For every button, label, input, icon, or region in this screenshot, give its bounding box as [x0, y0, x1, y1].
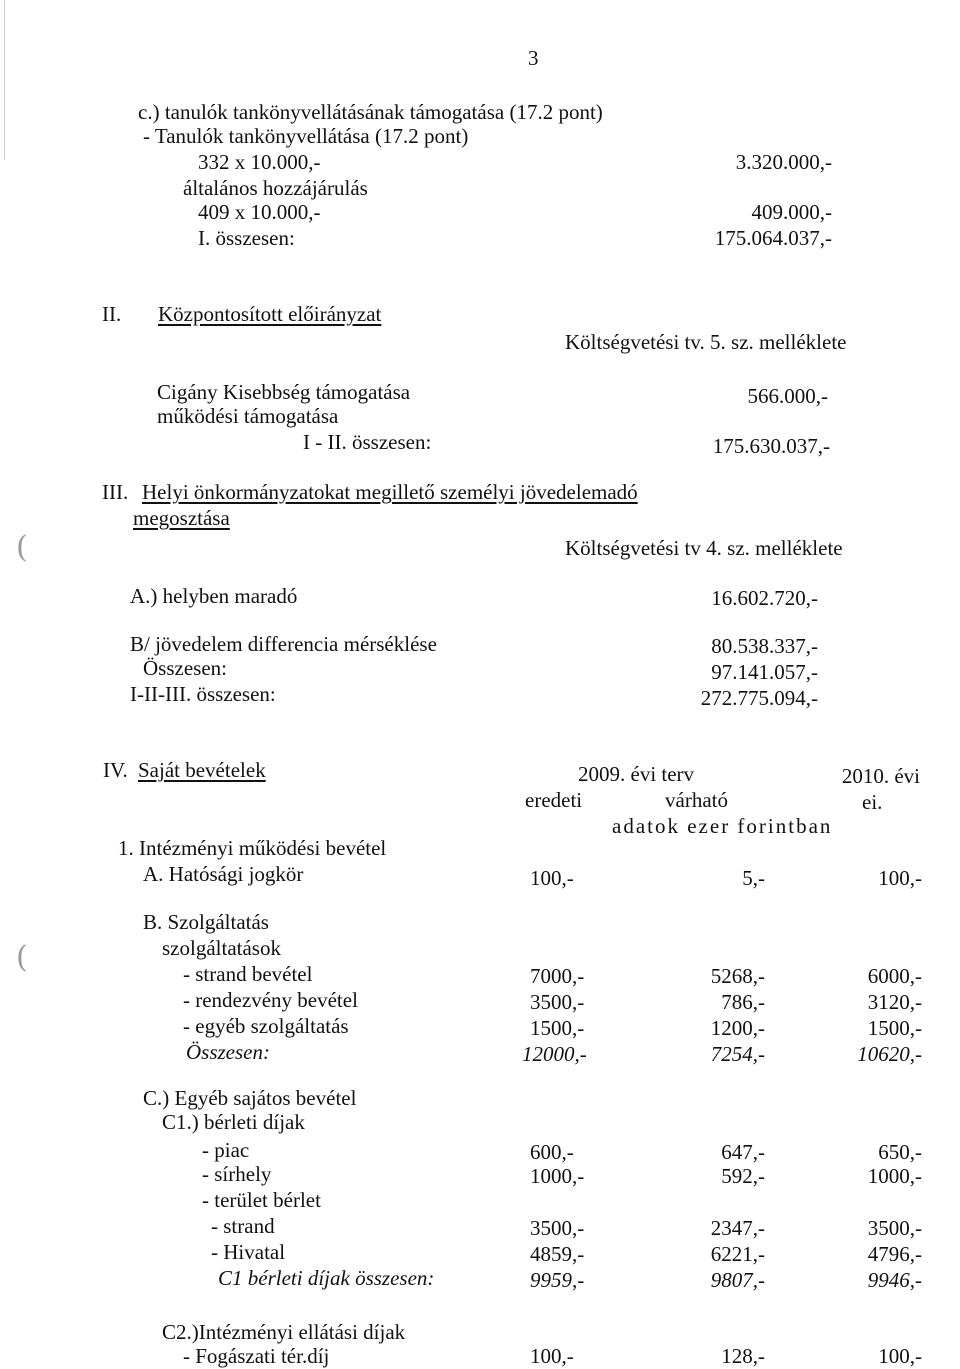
value-2009-varhato: 5,- — [742, 866, 765, 890]
section-3-value: 80.538.337,- — [711, 634, 818, 658]
scan-edge-line — [4, 0, 5, 160]
section-c-value: 409.000,- — [751, 200, 832, 224]
value-2010: 100,- — [878, 1344, 922, 1368]
section-c-total-value: 175.064.037,- — [714, 226, 832, 250]
column-header-2010: 2010. évi — [841, 764, 920, 788]
row-label: - strand — [211, 1214, 275, 1238]
subtotal-2009-eredeti: 9959,- — [530, 1268, 585, 1292]
row-label: - sírhely — [202, 1162, 272, 1186]
subtotal-2009-eredeti: 12000,- — [522, 1042, 587, 1066]
column-header-ei: ei. — [862, 790, 883, 814]
value-2009-eredeti: 3500,- — [530, 1216, 585, 1240]
scan-mark: ( — [16, 940, 28, 975]
row-label: - egyéb szolgáltatás — [183, 1014, 349, 1038]
value-2009-eredeti: 100,- — [530, 1344, 574, 1368]
page-number: 3 — [528, 46, 539, 70]
column-header-eredeti: eredeti — [525, 788, 583, 812]
value-2009-varhato: 786,- — [721, 990, 765, 1014]
section-2-total-value: 175.630.037,- — [712, 434, 830, 458]
section-3-label: B/ jövedelem differencia mérséklése — [130, 632, 437, 656]
section-2-title: Központosított előirányzat — [158, 302, 382, 326]
section-c-sub: - Tanulók tankönyvellátása (17.2 pont) — [143, 124, 469, 148]
value-2009-eredeti: 7000,- — [530, 964, 585, 988]
value-2009-varhato: 592,- — [721, 1164, 765, 1188]
value-2009-varhato: 647,- — [721, 1140, 765, 1164]
value-2009-eredeti: 3500,- — [530, 990, 585, 1014]
section-3-title-cont: megosztása — [133, 506, 230, 530]
group-label: C.) Egyéb sajátos bevétel — [143, 1086, 357, 1110]
row-label: - rendezvény bevétel — [183, 988, 358, 1012]
section-2-label: Cigány Kisebbség támogatása — [157, 380, 411, 404]
value-2010: 100,- — [878, 866, 922, 890]
section-3-value: 16.602.720,- — [711, 586, 818, 610]
scan-mark: ( — [16, 530, 28, 565]
value-2009-eredeti: 1500,- — [530, 1016, 585, 1040]
value-2009-eredeti: 100,- — [530, 866, 574, 890]
value-2010: 650,- — [878, 1140, 922, 1164]
section-c-label: 409 x 10.000,- — [198, 200, 321, 224]
group-sub-label: C2.)Intézményi ellátási díjak — [162, 1320, 406, 1344]
section-3-reference: Költségvetési tv 4. sz. melléklete — [565, 536, 843, 560]
value-2009-varhato: 128,- — [721, 1344, 765, 1368]
value-2010: 6000,- — [867, 964, 922, 988]
subtotal-2009-varhato: 9807,- — [710, 1268, 765, 1292]
section-c-total-label: I. összesen: — [198, 226, 295, 250]
value-2009-varhato: 5268,- — [710, 964, 765, 988]
section-3-label: A.) helyben maradó — [130, 584, 298, 608]
value-2009-varhato: 6221,- — [710, 1242, 765, 1266]
section-2-value: 566.000,- — [747, 384, 828, 408]
revenue-heading: 1. Intézményi működési bevétel — [118, 836, 387, 860]
section-3-sum-value: 97.141.057,- — [711, 660, 818, 684]
unit-note: adatok ezer forintban — [612, 814, 833, 838]
value-2010: 3120,- — [867, 990, 922, 1014]
section-2-number: II. — [102, 302, 122, 326]
section-2-label: működési támogatása — [157, 404, 339, 428]
section-3-total-value: 272.775.094,- — [700, 686, 818, 710]
value-2010: 1000,- — [867, 1164, 922, 1188]
group-sub-label: C1.) bérleti díjak — [162, 1110, 305, 1134]
value-2009-eredeti: 600,- — [530, 1140, 574, 1164]
section-4-title: Saját bevételek — [138, 758, 266, 782]
value-2010: 3500,- — [867, 1216, 922, 1240]
section-3-total-label: I-II-III. összesen: — [130, 682, 276, 706]
subtotal-label: C1 bérleti díjak összesen: — [218, 1266, 435, 1290]
section-c-label: általános hozzájárulás — [183, 176, 368, 200]
value-2009-varhato: 1200,- — [710, 1016, 765, 1040]
section-3-number: III. — [102, 480, 129, 504]
row-label: A. Hatósági jogkör — [143, 862, 304, 886]
row-group-label: - terület bérlet — [202, 1188, 321, 1212]
column-header-varhato: várható — [665, 788, 728, 812]
section-c-value: 3.320.000,- — [735, 150, 832, 174]
subtotal-2010: 9946,- — [867, 1268, 922, 1292]
row-label: - strand bevétel — [183, 962, 313, 986]
section-3-title: Helyi önkormányzatokat megillető személyi jövedelemadó — [142, 480, 638, 504]
section-2-total-label: I - II. összesen: — [303, 430, 432, 454]
group-sub-label: szolgáltatások — [162, 936, 281, 960]
section-c-heading: c.) tanulók tankönyvellátásának támogatása (17.2 pont) — [138, 100, 603, 124]
section-c-label: 332 x 10.000,- — [198, 150, 321, 174]
section-2-reference: Költségvetési tv. 5. sz. melléklete — [565, 330, 847, 354]
value-2009-eredeti: 4859,- — [530, 1242, 585, 1266]
value-2010: 1500,- — [867, 1016, 922, 1040]
subtotal-2009-varhato: 7254,- — [710, 1042, 765, 1066]
column-header-2009: 2009. évi terv — [578, 762, 695, 786]
value-2010: 4796,- — [867, 1242, 922, 1266]
value-2009-varhato: 2347,- — [710, 1216, 765, 1240]
section-3-sum-label: Összesen: — [143, 656, 227, 680]
subtotal-label: Összesen: — [186, 1040, 270, 1064]
row-label: - piac — [202, 1138, 250, 1162]
subtotal-2010: 10620,- — [857, 1042, 922, 1066]
section-4-number: IV. — [103, 758, 128, 782]
row-label: - Hivatal — [211, 1240, 286, 1264]
group-label: B. Szolgáltatás — [143, 910, 269, 934]
value-2009-eredeti: 1000,- — [530, 1164, 585, 1188]
row-label: - Fogászati tér.díj — [183, 1344, 330, 1368]
